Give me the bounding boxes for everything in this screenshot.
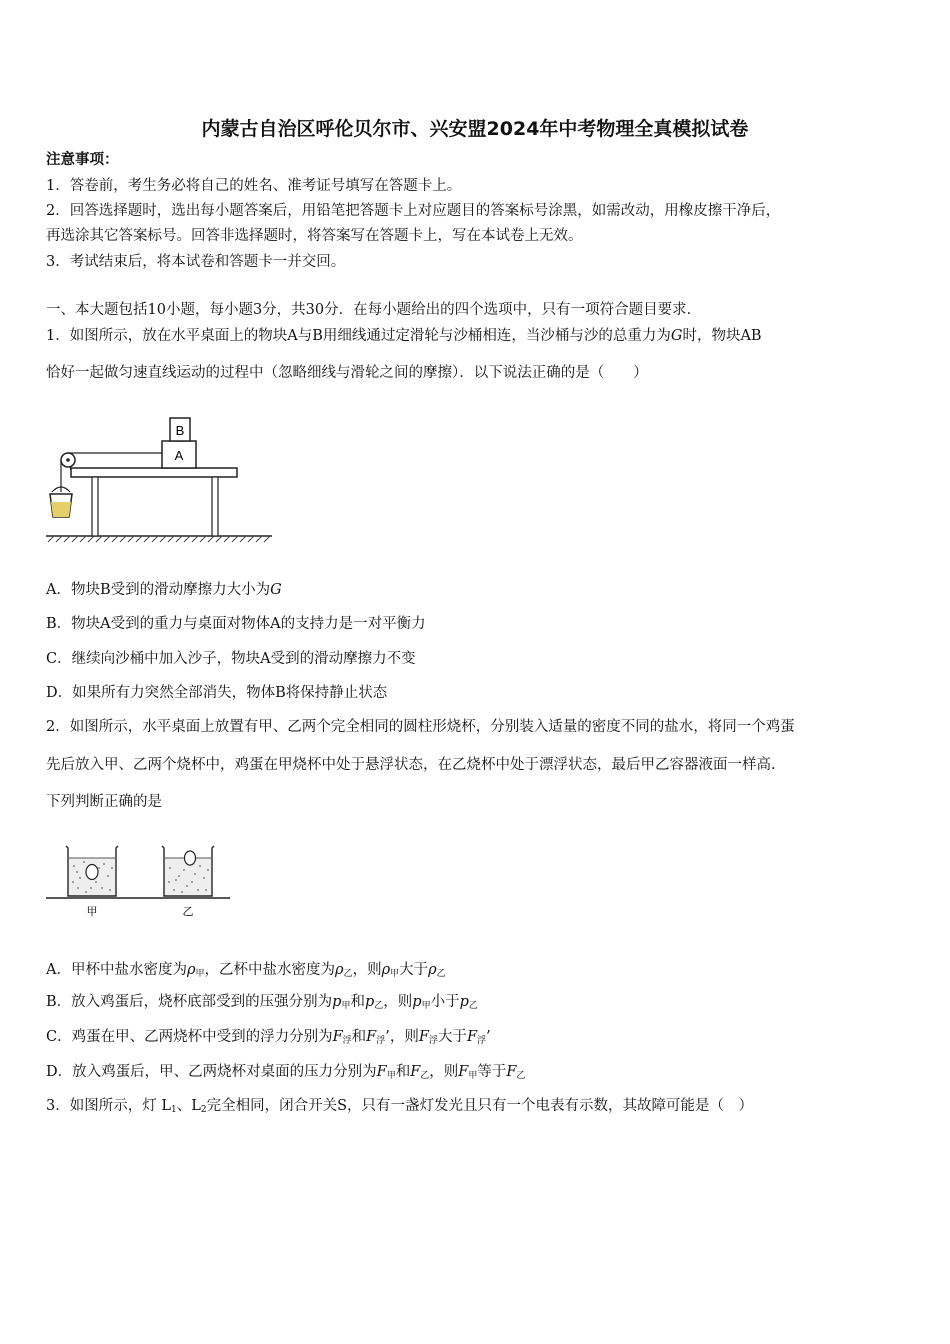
block-a-label: A <box>174 448 184 463</box>
q2-option-a: A．甲杯中盐水密度为$\rho_甲$，乙杯中盐水密度为$\rho_乙$，则$\rho_甲$大于$\rho_乙$ <box>46 962 446 979</box>
notice-item: 2．回答选择题时，选出每小题答案后，用铅笔把答题卡上对应题目的答案标号涂黑，如需改动，用橡皮擦干净后， <box>46 203 781 219</box>
section-heading: 一、本大题包括10小题，每小题3分，共30分．在每小题给出的四个选项中，只有一项符合题目要求． <box>46 302 702 318</box>
beaker-jia-label: 甲 <box>86 905 98 918</box>
q1-option-c: C．继续向沙桶中加入沙子，物块A受到的滑动摩擦力不变 <box>46 651 416 667</box>
q1-stem-line2: 恰好一起做匀速直线运动的过程中（忽略细线与滑轮之间的摩擦）．以下说法正确的是（ ） <box>46 365 648 381</box>
q1-figure-pulley-table <box>44 412 276 546</box>
q2-stem-line1: 2．如图所示，水平桌面上放置有甲、乙两个完全相同的圆柱形烧杯，分别装入适量的密度不同的盐水，将同一个鸡蛋 <box>46 719 795 735</box>
notice-item: 1．答卷前，考生务必将自己的姓名、准考证号填写在答题卡上。 <box>46 178 462 194</box>
q2-option-d: D．放入鸡蛋后，甲、乙两烧杯对桌面的压力分别为$F_甲$和$F_乙$，则$F_甲$等于$F_乙$ <box>46 1064 526 1081</box>
q1-option-a: A．物块B受到的滑动摩擦力大小为G <box>46 582 282 598</box>
q1-option-b: B．物块A受到的重力与桌面对物体A的支持力是一对平衡力 <box>46 616 426 632</box>
q2-option-c: C．鸡蛋在甲、乙两烧杯中受到的浮力分别为$F_浮$和$F_浮$’，则$F_浮$大于$F_浮$’ <box>46 1029 491 1046</box>
page-title: 内蒙古自治区呼伦贝尔市、兴安盟2024年中考物理全真模拟试卷 <box>201 118 749 140</box>
q1-stem-line1: 1．如图所示，放在水平桌面上的物块A与B用细线通过定滑轮与沙桶相连，当沙桶与沙的总重力为G时，物块AB <box>46 328 762 344</box>
notice-item: 再选涂其它答案标号。回答非选择题时，将答案写在答题卡上，写在本试卷上无效。 <box>46 228 583 244</box>
notice-heading: 注意事项： <box>46 151 119 168</box>
q1-option-d: D．如果所有力突然全部消失，物体B将保持静止状态 <box>46 685 388 701</box>
q2-option-b: B．放入鸡蛋后，烧杯底部受到的压强分别为$p_甲$和$p_乙$，则$p_甲$小于$p_乙$ <box>46 994 478 1011</box>
notice-item: 3．考试结束后，将本试卷和答题卡一并交回。 <box>46 254 346 270</box>
q2-figure-beakers <box>44 838 234 922</box>
q2-stem-line3: 下列判断正确的是 <box>46 794 162 810</box>
q2-stem-line2: 先后放入甲、乙两个烧杯中，鸡蛋在甲烧杯中处于悬浮状态，在乙烧杯中处于漂浮状态，最后甲乙容器液面一样高. <box>46 757 776 773</box>
q3-stem: 3．如图所示，灯 $L_1$、$L_2$完全相同，闭合开关S，只有一盏灯发光且只有一个电表有示数，其故障可能是（ ） <box>46 1098 754 1115</box>
block-b-label: B <box>175 423 185 438</box>
beaker-yi-label: 乙 <box>182 905 194 918</box>
